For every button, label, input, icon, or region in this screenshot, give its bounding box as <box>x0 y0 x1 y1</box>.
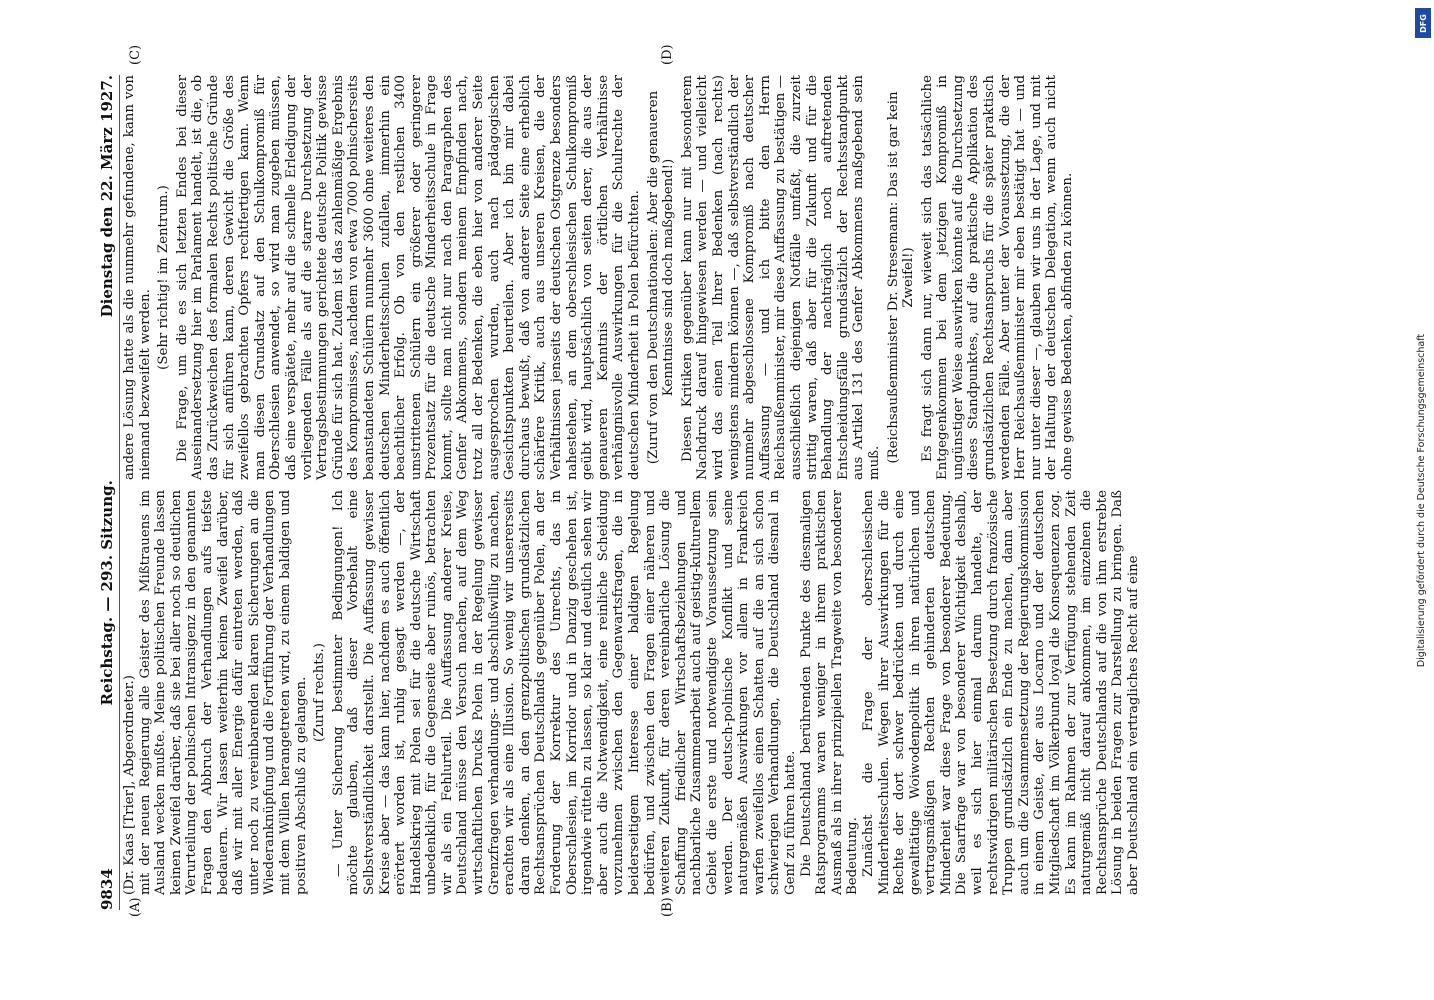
paragraph: — Unter Sicherung bestimmter Bedingungen! Ich möchte glauben, daß dieser Vorbehalt eine Selbstverständlichkeit darstellt. Die Auffassung gewisser Kreise aber — das kann hier, nachdem es auch öffentlich erörtert worden ist, ruhig gesagt werden —, der Handelskrieg mit Polen sei für die deutsche Wirtschaft unbedenklich, für die Gegenseite aber ruinös, betrachten wir als ein Fehlurteil. Die Auffassung anderer Kreise, Deutschland müsse den Versuch machen, auf dem Weg wirtschaftlichen Drucks Polen in der Regelung gewisser Grenzfragen verhandlungs- und abschlußwillig zu machen, erachten wir als eine Illusion. So wenig wir unsererseits daran denken, an den grenzpolitischen grundsätzlichen Rechtsansprüchen Deutschlands gegenüber Polen, an der Forderung der Korrektur des Unrechts, das in Oberschlesien, im Korridor und in Danzig geschehen ist, irgendwie rütteln zu lassen, so klar und deutlich sehen wir aber auch die Notwendigkeit, eine reinliche Scheidung vorzunehmen zwischen den Gegenwartsfragen, die in beiderseitigem Interesse einer baldigen Regelung bedürfen, und zwischen den Fragen einer näheren und weiteren Zukunft, für deren vereinbarliche Lösung die Schaffung friedlicher Wirtschaftsbeziehungen und nachbarliche Zusammenarbeit auch auf geistig-kulturellem Gebiet die erste und notwendigste Voraussetzung sein werden. Der deutsch-polnische Konflikt und seine naturgemäßen Auswirkungen vor allem in Frankreich warfen zweifellos einen Schatten auf die an sich schon schwierigen Verhandlungen, die Deutschland diesmal in Genf zu führen hatte. <box>330 490 798 895</box>
interjection: (Zuruf rechts.) <box>312 643 328 742</box>
speaker-label: (Dr. Kaas [Trier], Abgeordneter.) <box>122 675 137 895</box>
margin-marker-b: (B) <box>660 897 675 917</box>
margin-marker-a: (A) <box>128 897 143 917</box>
interjection: (Reichsaußenminister Dr. Stresemann: Das ist gar kein Zweifel!) <box>885 91 917 464</box>
margin-marker-d: (D) <box>660 44 675 65</box>
left-column <box>122 490 1142 895</box>
credit-text: Digitalisierung gefördert durch die Deutsche Forschungsgemeinschaft <box>1416 333 1428 667</box>
digitization-credit <box>1410 0 1434 1000</box>
paragraph: Es fragt sich dann nur, wieweit sich das tatsächliche Entgegenkommen bei dem jetzigen Kompromiß in ungünstiger Weise auswirken könnte auf die Durchsetzung dieses Standpunktes, auf die praktische Applikation des grundsätzlichen Rechtsanspruchs für die später praktisch werdenden Fälle. Aber unter der Voraussetzung, die der Herr Reichsaußenminister mir eben bestätigt hat — und nur unter dieser —, glauben wir uns in der Lage, und mit der Haltung der deutschen Delegation, wenn auch nicht ohne gewisse Bedenken, abfinden zu können. <box>919 75 1076 480</box>
paragraph: Die Frage, um die es sich letzten Endes bei dieser Auseinandersetzung hier im Parlament handelt, ist die, ob das Zurückweichen des formalen Rechts politische Gründe für sich anführen kann, deren Gewicht die Größe des zweifellos gebrachten Opfers rechtfertigen kann. Wenn man diesen Grundsatz auf den Schulkompromiß für Oberschlesien anwendet, so wird man zugeben müssen, daß eine verspätete, mehr auf die schnelle Erledigung der vorliegenden Fälle als auf die starre Durchsetzung der Vertragsbestimmungen gerichtete deutsche Politik gewisse Gründe für sich hat. Zudem ist das zahlenmäßige Ergebnis des Kompromisses, nachdem von etwa 7000 polnischerseits beanstandeten Schülern nunmehr 3600 ohne weiteres den deutschen Minderheitsschulen zufallen, immerhin ein beachtlicher Erfolg. Ob von den restlichen 3400 umstrittenen Schülern ein größerer oder geringerer Prozentsatz für die deutsche Minderheitsschule in Frage kommt, sollte man nicht nur nach den Paragraphen des Genfer Abkommens, sondern meinem Empfinden nach, trotz all der Bedenken, die eben hier von anderer Seite ausgesprochen wurden, auch nach pädagogischen Gesichtspunkten beurteilen. Aber ich bin mir dabei durchaus bewußt, daß von anderer Seite eine erheblich schärfere Kritik, auch aus unseren Kreisen, die der Verhältnissen jenseits der deutschen Ostgrenze besonders nahestehen, an dem oberschlesischen Schulkompromiß geübt wird, hauptsächlich von seiten derer, die aus der genaueren Kenntnis der örtlichen Verhältnisse verhängnisvolle Auswirkungen für die Schulrechte der deutschen Minderheit in Polen befürchten. <box>174 75 642 480</box>
dfg-logo <box>1415 8 1431 38</box>
paragraph: andere Lösung hatte als die nunmehr gefundene, kann von niemand bezweifelt werden. <box>122 75 153 480</box>
page-header <box>95 75 120 910</box>
session-title: Reichstag. — 293. Sitzung. <box>98 480 116 706</box>
page-number: 9834 <box>98 868 116 910</box>
interjection: (Sehr richtig! im Zentrum.) <box>156 185 172 370</box>
paragraph: Diesen Kritiken gegenüber kann nur mit besonderem Nachdruck darauf hingewiesen werden — und vielleicht wird das einen Teil Ihrer Bedenken (nach rechts) wenigstens mindern können —, daß selbstverständlich der nunmehr abgeschlossene Kompromiß nach deutscher Auffassung — und ich bitte den Herrn Reichsaußenminister, mir diese Auffassung zu bestätigen — ausschließlich diejenigen Notfälle umfaßt, die zurzeit strittig waren, daß aber für die Zukunft und für die Behandlung der nachträglich noch auftretenden Entscheidungsfälle grundsätzlich der Rechtsstandpunkt aus Artikel 131 des Genfer Abkommens maßgebend sein muß. <box>679 75 882 480</box>
session-date: Dienstag den 22. März 1927. <box>98 75 116 318</box>
paragraph: mit der neuen Regierung alle Geister des Mißtrauens im Ausland wecken mußte. Meine politischen Freunde lassen keinen Zweifel darüber, daß sie bei aller noch so deutlichen Verurteilung der polnischen Intransigenz in den genannten Fragen den Abbruch der Verhandlungen aufs tiefste bedauern. Wir lassen weiterhin keinen Zweifel darüber, daß wir mit aller Energie dafür eintreten werden, daß unter noch zu vereinbarenden klaren Sicherungen an die Wiederanknüpfung und die Fortführung der Verhandlungen mit dem Willen herangetreten wird, zu einem baldigen und positiven Abschluß zu gelangen. <box>137 490 309 895</box>
dfg-logo-text: DFG <box>1418 13 1428 33</box>
margin-marker-c: (C) <box>128 44 143 65</box>
paragraph: Die Deutschland berührenden Punkte des diesmaligen Ratsprogramms waren weniger in ihrem praktischen Ausmaß als in ihrer prinzipiellen Tragweite von besonderer Bedeutung. <box>798 490 861 895</box>
interjection: (Zuruf von den Deutschnationalen: Aber die genaueren Kenntnisse sind doch maßgebend!) <box>645 90 677 465</box>
paragraph: Zunächst die Frage der oberschlesischen Minderheitsschulen. Wegen ihrer Auswirkungen für die Rechte der dort schwer bedrückten und durch eine gewalttätige Woiwodenpolitik in ihren natürlichen und vertragsmäßigen Rechten gehinderten deutschen Minderheit war diese Frage von besonderer Bedeutung. Die Saarfrage war von besonderer Wichtigkeit deshalb, weil es sich hier einmal darum handelte, der rechtswidrigen militärischen Besetzung durch französische Truppen grundsätzlich ein Ende zu machen, dann aber auch um die Zusammensetzung der Regierungskommission in einem Geiste, der aus Locarno und der deutschen Mitgliedschaft im Völkerbund loyal die Konsequenzen zog. Es kann im Rahmen der zur Verfügung stehenden Zeit naturgemäß nicht darauf ankommen, im einzelnen die Rechtsansprüche Deutschlands auf die von ihm erstrebte Lösung in beiden Fragen zur Darstellung zu bringen. Daß aber Deutschland ein vertragliches Recht auf eine <box>860 490 1141 895</box>
right-column <box>122 75 1076 480</box>
